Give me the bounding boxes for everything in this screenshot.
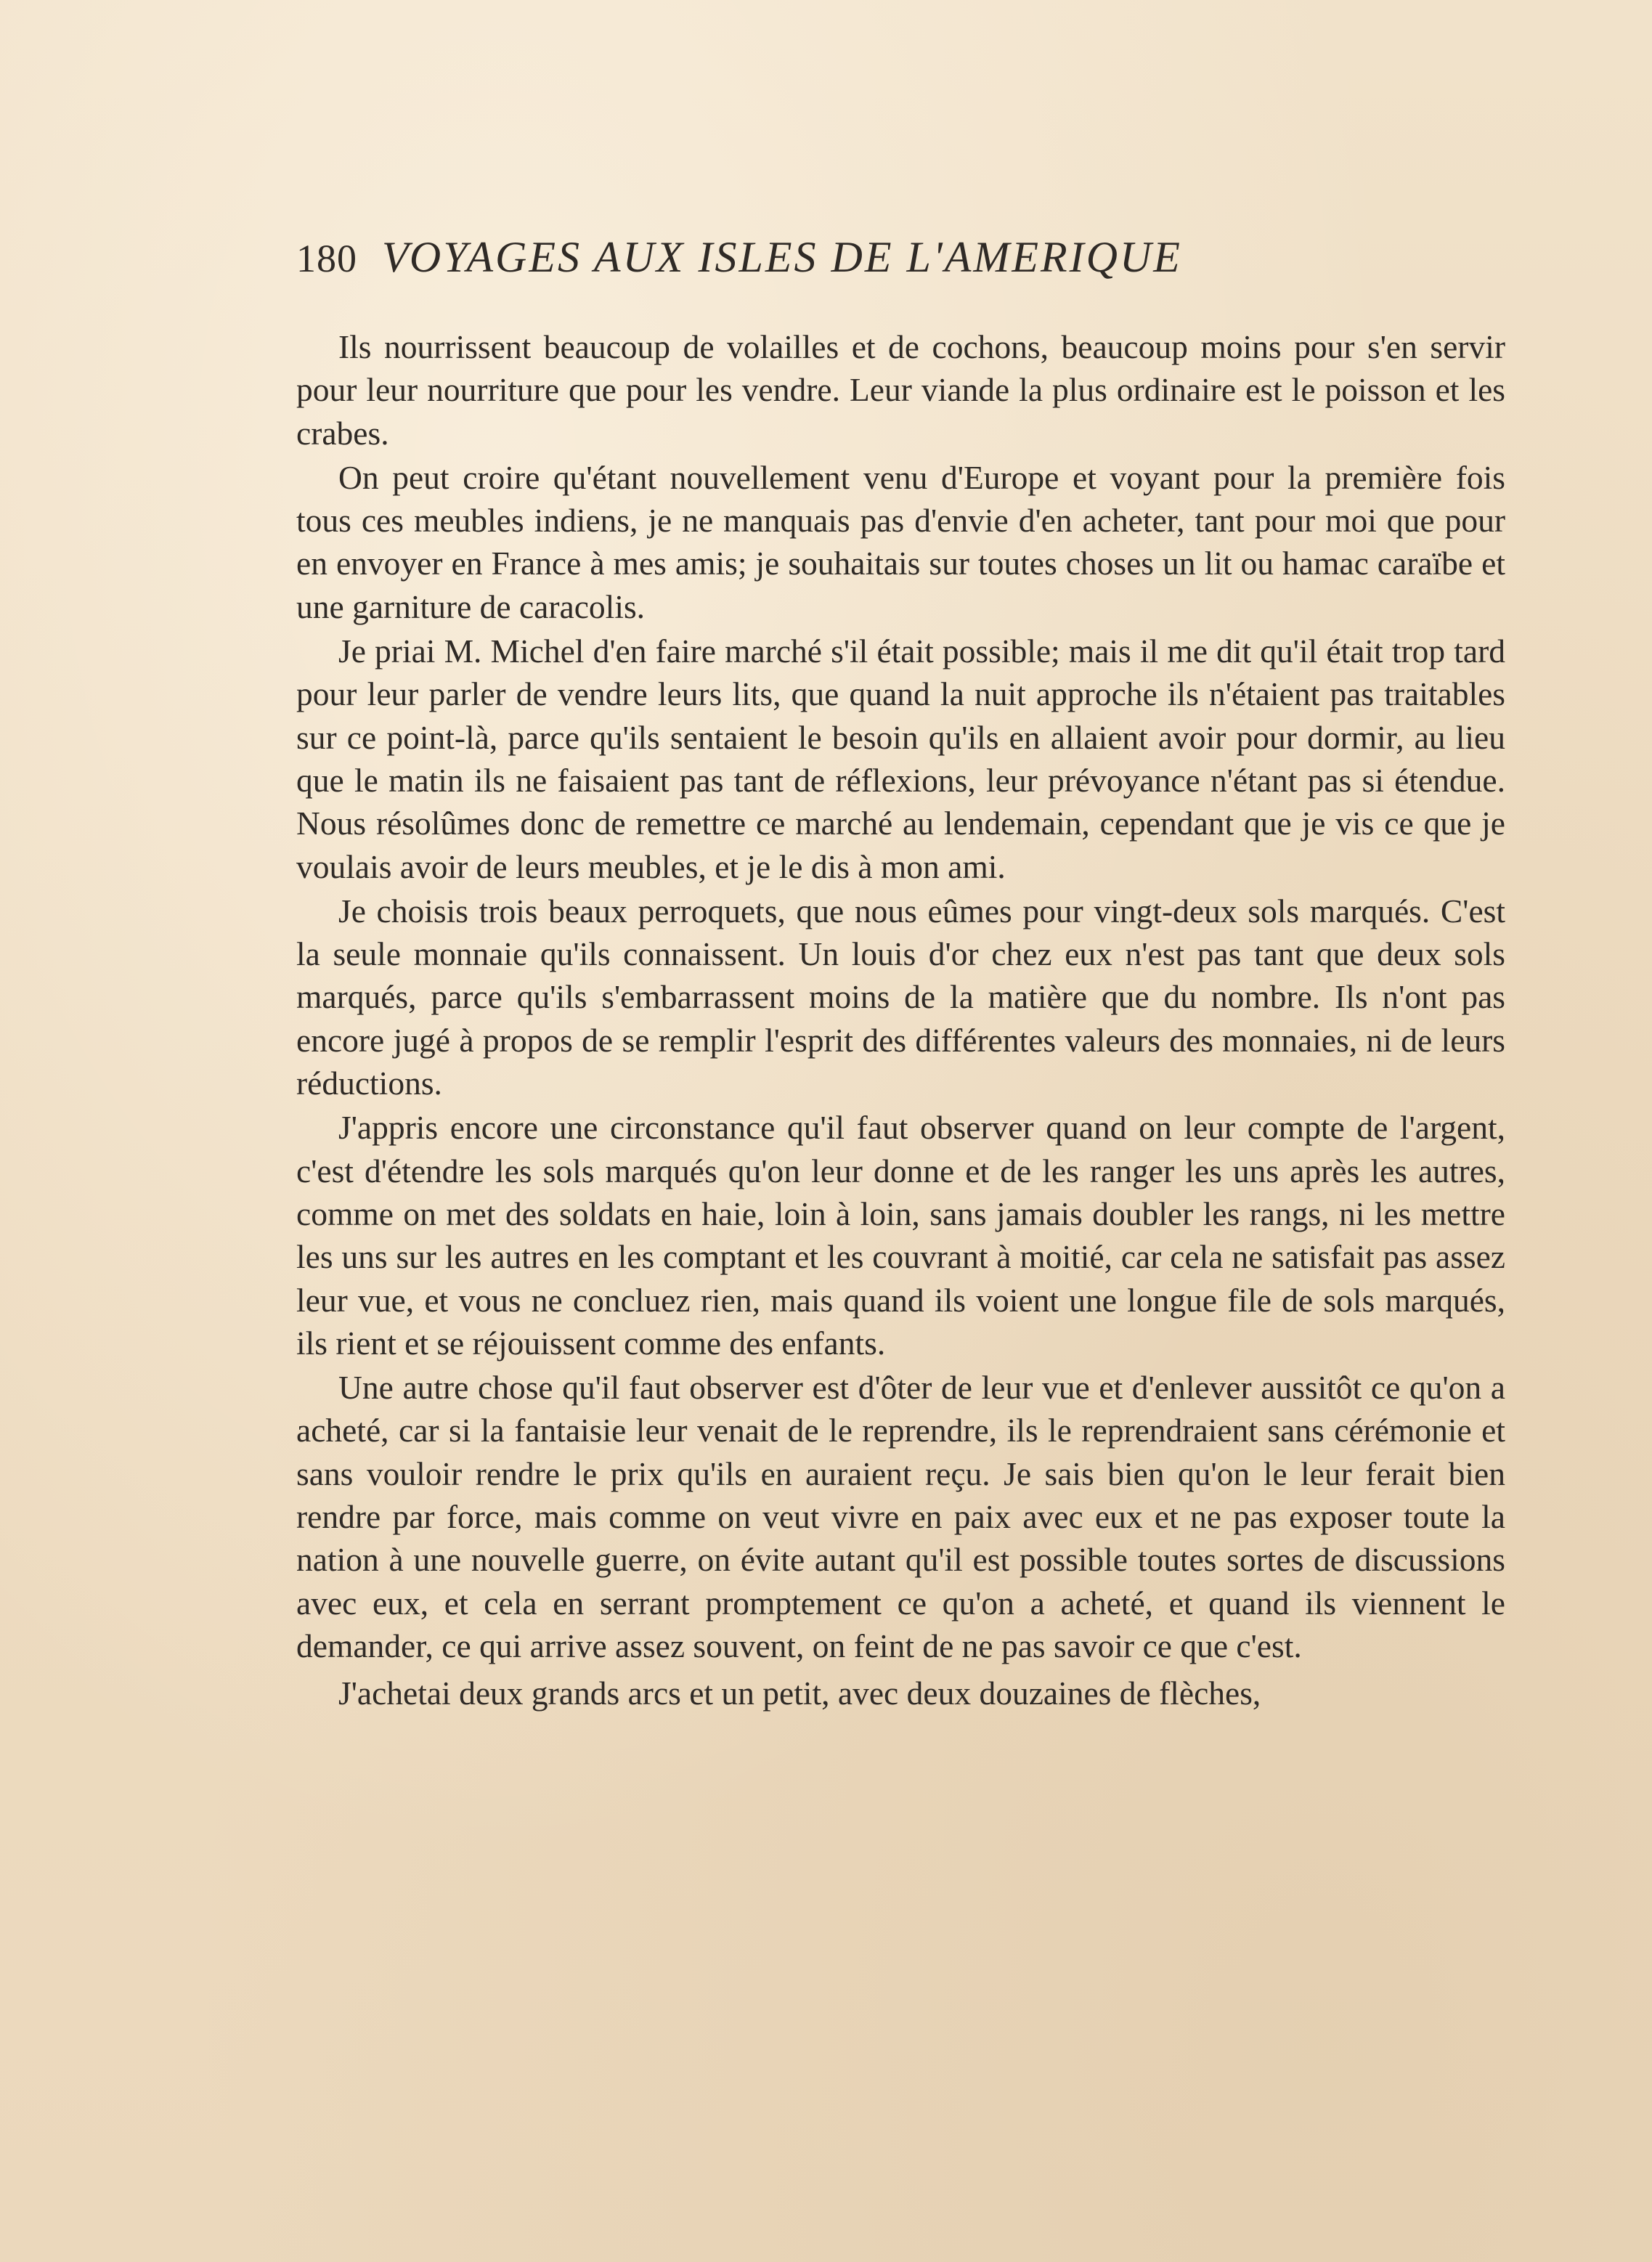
page-number: 180	[296, 237, 357, 280]
paragraph-6: Une autre chose qu'il faut observer est d'ôter de leur vue et d'enlever aussitôt ce qu'on a acheté, car si la fantaisie leur venait de le reprendre, ils le reprendraient sans cérémonie et sans vouloir rendre le prix qu'ils en auraient reçu. Je sais bien qu'on le leur ferait bien rendre par force, mais comme on veut vivre en paix avec eux et ne pas exposer toute la nation à une nouvelle guerre, on évite autant qu'il est possible toutes sortes de discussions avec eux, et cela en serrant promptement ce qu'on a acheté, et quand ils viennent le demander, ce qui arrive assez souvent, on feint de ne pas savoir ce que c'est.	[296, 1369, 1505, 1664]
paragraph-2: On peut croire qu'étant nouvellement venu d'Europe et voyant pour la première fois tous ces meubles indiens, je ne manquais pas d'envie d'en acheter, tant pour moi que pour en envoyer en France à mes amis; je souhaitais sur toutes choses un lit ou hamac caraïbe et une garniture de caracolis.	[296, 458, 1505, 625]
paragraph-7: J'achetai deux grands arcs et un petit, avec deux douzaines de flèches,	[338, 1675, 1261, 1712]
paragraph-5: J'appris encore une circonstance qu'il faut observer quand on leur compte de l'argent, c'est d'étendre les sols marqués qu'on leur donne et de les ranger les uns après les autres, comme on met des soldats en haie, loin à loin, sans jamais doubler les rangs, ni les mettre les uns sur les autres en les comptant et les couvrant à moitié, car cela ne satisfait pas assez leur vue, et vous ne concluez rien, mais quand ils voient une longue file de sols marqués, ils rient et se réjouissent comme des enfants.	[296, 1109, 1505, 1362]
paragraph-1: Ils nourrissent beaucoup de volailles et de cochons, beaucoup moins pour s'en servir pour leur nourriture que pour les vendre. Leur viande la plus ordinaire est le poisson et les crabes.	[296, 328, 1505, 452]
paragraph-3: Je priai M. Michel d'en faire marché s'il était possible; mais il me dit qu'il était trop tard pour leur parler de vendre leurs lits, que quand la nuit approche ils n'étaient pas traitables sur ce point-là, parce qu'ils sentaient le besoin qu'ils en allaient avoir pour dormir, au lieu que le matin ils ne faisaient pas tant de réflexions, leur prévoyance n'étant pas si étendue. Nous résolûmes donc de remettre ce marché au lendemain, cependant que je vis ce que je voulais avoir de leurs meubles, et je le dis à mon ami.	[296, 632, 1505, 885]
running-title: VOYAGES AUX ISLES DE L'AMERIQUE	[382, 233, 1182, 281]
body-text	[296, 325, 1505, 1717]
paragraph-4: Je choisis trois beaux perroquets, que nous eûmes pour vingt-deux sols marqués. C'est la seule monnaie qu'ils connaissent. Un louis d'or chez eux n'est pas tant que deux sols marqués, parce qu'ils s'embarrassent moins de la matière que du nombre. Ils n'ont pas encore jugé à propos de se remplir l'esprit des différentes valeurs des monnaies, ni de leurs réductions.	[296, 892, 1505, 1102]
page-header	[296, 232, 1516, 298]
